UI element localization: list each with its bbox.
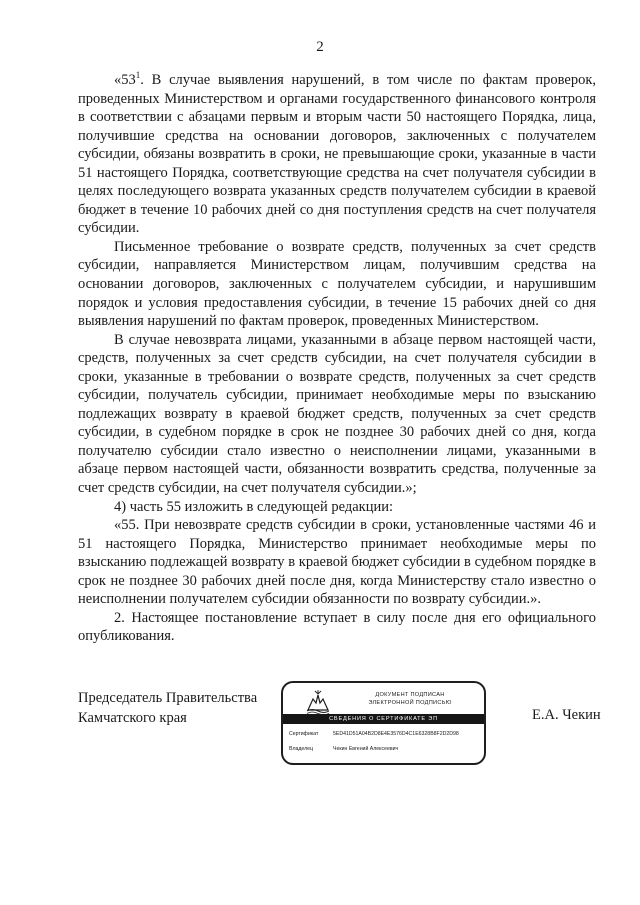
stamp-owner-label: Владелец [289, 746, 313, 752]
signer-position-line-2: Камчатского края [78, 710, 187, 726]
stamp-owner-value: Чекин Евгений Алексеевич [333, 746, 399, 752]
paragraph-item-4: 4) часть 55 изложить в следующей редакции: [114, 498, 394, 515]
paragraph-non-return: В случае невозврата лицами, указанными в абзаце первом настоящей части, средств, полученных за счет средств субсидии, на счет получателя субсидии в сроки, указанные в требовании о возврате средств, полученных за счет средств субсидии, получатель субсидии, принимает необходимые меры по взысканию подлежащих возврату в краевой бюджет средств, полученных за счет средств субсидии, в судебном порядке в срок не позднее 30 рабочих дней со дня, когда получателю субсидии стало известно о неисполнении лицами, указанными в абзаце первом настоящей части, обязанности возвратить средства, полученные за счет средств субсидии, на счет получателя субсидии.»; [78, 331, 596, 497]
electronic-signature-stamp [281, 681, 486, 765]
page-number: 2 [316, 39, 324, 55]
stamp-title-line-1: ДОКУМЕНТ ПОДПИСАН [375, 692, 445, 698]
stamp-certificate-value: 5ED41D51A04B2D8E4E3576D4C1E6328B8F2D2D98 [333, 731, 459, 737]
coat-of-arms-icon [304, 689, 332, 715]
paragraph-53-1-text: . В случае выявления нарушений, в том числе по фактам проверок, проведенных Министерством и органами государственного финансового контроля в соответствии с абзацами первым и вторым части 50 настоящего Порядка, лица, получившие средства на основании договоров, заключенных с получателем субсидии, обязаны возвратить в сроки, не превышающие сроки, указанные в части 51 настоящего Порядка, соответствующие средства на счет получателя субсидии в целях последующего возврата указанных средств получателем субсидии в краевой бюджет в течение 10 рабочих дней со дня поступления средств на счет получателя субсидии. [78, 72, 596, 237]
signer-position [78, 688, 278, 728]
paragraph-written-demand: Письменное требование о возврате средств, полученных за счет средств субсидии, направляется Министерством лицам, получившим средства на основании договоров, заключенных с получателем субсидии, и нарушившим порядок и условия предоставления субсидии, в течение 15 рабочих дней со дня выявления нарушений по фактам проверок, проведенных Министерством. [78, 238, 596, 330]
stamp-certificate-row [289, 731, 459, 738]
paragraph-effective-date: 2. Настоящее постановление вступает в силу после дня его официального опубликования. [78, 609, 596, 645]
paragraph-part-55: «55. При невозврате средств субсидии в сроки, установленные частями 46 и 51 настоящего Порядка, Министерство принимает необходимые меры по взысканию подлежащей возврату в краевой бюджет субсидии в судебном порядке в срок не позднее 30 рабочих дней после дня, когда Министерству стало известно о неисполнении получателем субсидии обязанности по возврату субсидии.». [78, 517, 596, 608]
paragraph-53-1 [78, 71, 596, 238]
superscript-1: 1 [135, 70, 141, 81]
stamp-owner-row [289, 746, 398, 753]
document-body [78, 71, 596, 646]
paragraph-53-1-prefix: «53 [114, 72, 136, 88]
stamp-certificate-header [283, 714, 484, 724]
stamp-certificate-header-text: СВЕДЕНИЯ О СЕРТИФИКАТЕ ЭП [329, 715, 438, 722]
signer-position-line-1: Председатель Правительства [78, 690, 258, 706]
signer-name: Е.А. Чекин [532, 707, 601, 723]
stamp-title-line-2: ЭЛЕКТРОННОЙ ПОДПИСЬЮ [368, 700, 452, 706]
stamp-certificate-label: Сертификат [289, 731, 319, 737]
stamp-title [345, 691, 475, 707]
